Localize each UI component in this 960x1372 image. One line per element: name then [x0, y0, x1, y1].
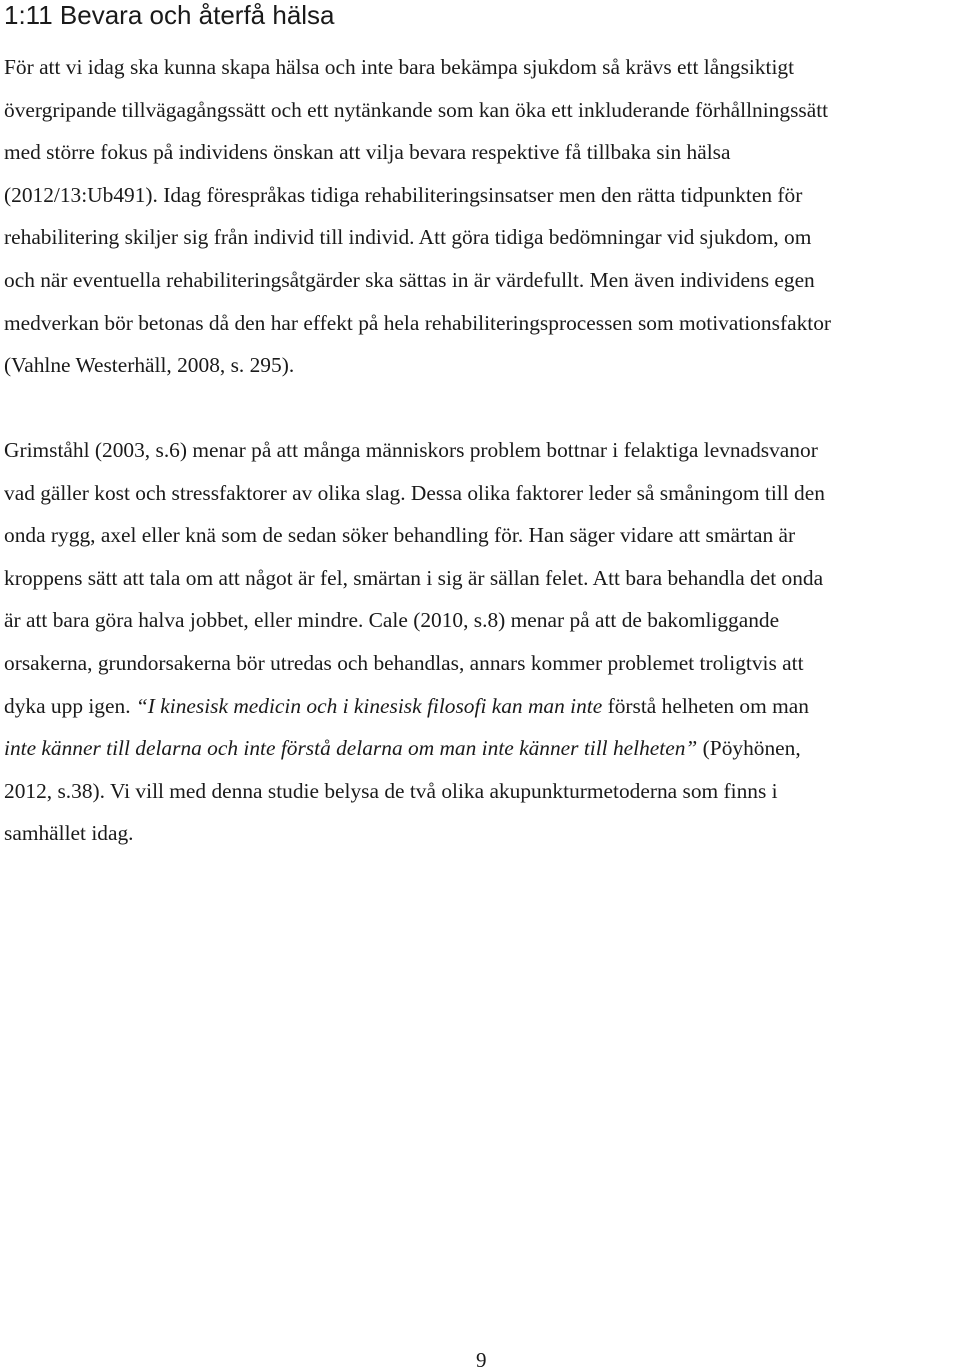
text-line: kroppens sätt att tala om att något är fel, smärtan i sig är sällan felet. Att bara behandla det onda — [4, 565, 824, 590]
text-line: Grimståhl (2003, s.6) menar på att många människors problem bottnar i felaktiga levnadsvanor — [4, 438, 818, 462]
text-segment: förstå helheten om man — [602, 693, 809, 718]
text-line: För att vi idag ska kunna skapa hälsa och inte bara bekämpa sjukdom så krävs ett långsiktigt — [4, 55, 795, 79]
text-line: och när eventuella rehabiliteringsåtgärder ska sättas in är värdefullt. Men även individens egen — [4, 267, 815, 292]
paragraph-health-rehabilitation — [4, 46, 956, 387]
text-line: medverkan bör betonas då den har effekt på hela rehabiliteringsprocessen som motivationsfaktor — [4, 310, 832, 335]
text-segment: (Pöyhönen, — [697, 736, 801, 761]
text-line: 2012, s.38). Vi vill med denna studie belysa de två olika akupunkturmetoderna som finns i — [4, 778, 778, 803]
quote-italic: inte känner till delarna och inte förstå delarna om man inte känner till helheten” — [4, 736, 698, 761]
text-line — [4, 685, 956, 728]
text-line — [4, 727, 956, 770]
text-line: orsakerna, grundorsakerna bör utredas och behandlas, annars kommer problemet troligtvis att — [4, 650, 804, 675]
paragraph-lifestyle-causes — [4, 429, 956, 855]
text-line: övergripande tillvägagångssätt och ett nytänkande som kan öka ett inkluderande förhållningssätt — [4, 97, 829, 122]
text-line: onda rygg, axel eller knä som de sedan söker behandling för. Han säger vidare att smärtan är — [4, 523, 796, 548]
text-line: (Vahlne Westerhäll, 2008, s. 295). — [4, 353, 295, 378]
page-number: 9 — [476, 1348, 487, 1372]
text-line: (2012/13:Ub491). Idag förespråkas tidiga rehabiliteringsinsatser men den rätta tidpunkten för — [4, 182, 803, 207]
text-line: vad gäller kost och stressfaktorer av olika slag. Dessa olika faktorer leder så småningom till den — [4, 480, 825, 505]
text-line: är att bara göra halva jobbet, eller mindre. Cale (2010, s.8) menar på att de bakomliggande — [4, 608, 780, 633]
section-heading: 1:11 Bevara och återfå hälsa — [4, 0, 335, 30]
text-line: med större fokus på individens önskan att vilja bevara respektive få tillbaka sin hälsa — [4, 140, 731, 165]
text-segment: dyka upp igen. — [4, 693, 136, 718]
text-line: samhället idag. — [4, 821, 134, 846]
quote-italic: “I kinesisk medicin och i kinesisk filosofi kan man inte — [135, 693, 603, 718]
text-line: rehabilitering skiljer sig från individ till individ. Att göra tidiga bedömningar vid sjukdom, om — [4, 225, 812, 250]
